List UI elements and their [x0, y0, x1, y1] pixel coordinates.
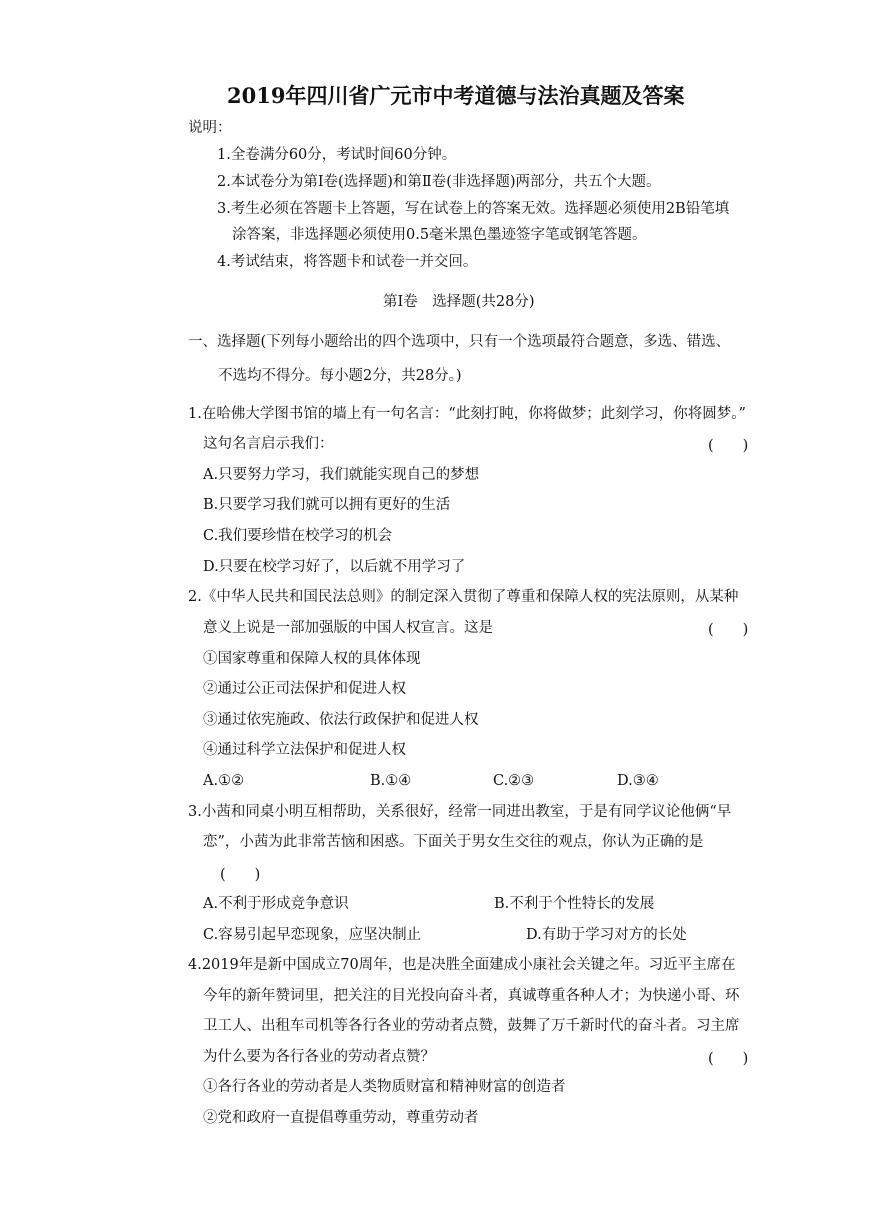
question-4-stem: 4.2019年是新中国成立70周年，也是决胜全面建成小康社会关键之年。习近平主席在	[188, 957, 736, 973]
answer-paren: ( )	[220, 867, 261, 883]
section-heading-continued: 不选均不得分。每小题2分，共28分。)	[218, 368, 462, 384]
answer-paren: ( )	[708, 438, 749, 454]
instruction-item-continued: 涂答案，非选择题必须使用0.5毫米黑色墨迹签字笔或钢笔答题。	[232, 227, 647, 243]
question-4-stem-continued: 卫工人、出租车司机等各行各业的劳动者点赞，鼓舞了万千新时代的奋斗者。习主席	[203, 1018, 740, 1034]
question-2-stem-continued: 意义上说是一部加强版的中国人权宣言。这是	[203, 620, 493, 636]
question-2-statement: ④通过科学立法保护和促进人权	[203, 742, 406, 758]
question-3-option-b: B.不利于个性特长的发展	[494, 896, 655, 912]
question-2-option-c: C.②③	[493, 773, 535, 789]
question-2-option-b: B.①④	[370, 773, 412, 789]
question-2-stem: 2.《中华人民共和国民法总则》的制定深入贯彻了尊重和保障人权的宪法原则，从某种	[188, 589, 739, 605]
instruction-item: 3.考生必须在答题卡上答题，写在试卷上的答案无效。选择题必须使用2B铅笔填	[217, 201, 730, 217]
question-2-option-d: D.③④	[617, 773, 659, 789]
answer-paren: ( )	[708, 1051, 749, 1067]
instructions-label: 说明：	[188, 120, 232, 136]
question-4-statement: ②党和政府一直提倡尊重劳动，尊重劳动者	[203, 1110, 479, 1126]
answer-paren: ( )	[708, 622, 749, 638]
question-3-option-a: A.不利于形成竞争意识	[203, 896, 349, 912]
question-3-option-d: D.有助于学习对方的长处	[526, 927, 687, 943]
instruction-item: 1.全卷满分60分，考试时间60分钟。	[217, 147, 457, 163]
instruction-item: 4.考试结束，将答题卡和试卷一并交回。	[217, 254, 478, 270]
question-3-option-c: C.容易引起早恋现象，应坚决制止	[203, 927, 422, 943]
document-title: 2019年四川省广元市中考道德与法治真题及答案	[227, 83, 685, 108]
question-3-stem-continued: 恋”，小茜为此非常苦恼和困惑。下面关于男女生交往的观点，你认为正确的是	[203, 834, 704, 850]
question-4-stem-continued: 今年的新年赞词里，把关注的目光投向奋斗者，真诚尊重各种人才；为快递小哥、环	[203, 988, 740, 1004]
section-heading: 一、选择题(下列每小题给出的四个选项中，只有一个选项最符合题意，多选、错选、	[188, 334, 731, 350]
question-2-statement: ③通过依宪施政、依法行政保护和促进人权	[203, 712, 479, 728]
question-3-stem: 3.小茜和同桌小明互相帮助，关系很好，经常一同进出教室，于是有同学议论他俩“早	[188, 804, 732, 820]
question-4-stem-continued: 为什么要为各行各业的劳动者点赞？	[203, 1049, 435, 1065]
question-1-option: D.只要在校学习好了，以后就不用学习了	[203, 559, 466, 575]
question-2-statement: ②通过公正司法保护和促进人权	[203, 681, 406, 697]
question-1-option: A.只要努力学习，我们就能实现自己的梦想	[203, 467, 480, 483]
question-1-option: B.只要学习我们就可以拥有更好的生活	[203, 497, 451, 513]
question-4-statement: ①各行各业的劳动者是人类物质财富和精神财富的创造者	[203, 1079, 566, 1095]
part-heading: 第Ⅰ卷 选择题(共28分)	[383, 294, 535, 310]
question-1-option: C.我们要珍惜在校学习的机会	[203, 528, 393, 544]
question-2-option-a: A.①②	[203, 773, 245, 789]
question-1-stem: 1.在哈佛大学图书馆的墙上有一句名言：“此刻打盹，你将做梦；此刻学习，你将圆梦。”	[188, 406, 746, 422]
instruction-item: 2.本试卷分为第Ⅰ卷(选择题)和第Ⅱ卷(非选择题)两部分，共五个大题。	[217, 174, 661, 190]
question-2-statement: ①国家尊重和保障人权的具体体现	[203, 651, 421, 667]
question-1-stem-continued: 这句名言启示我们：	[203, 436, 334, 452]
